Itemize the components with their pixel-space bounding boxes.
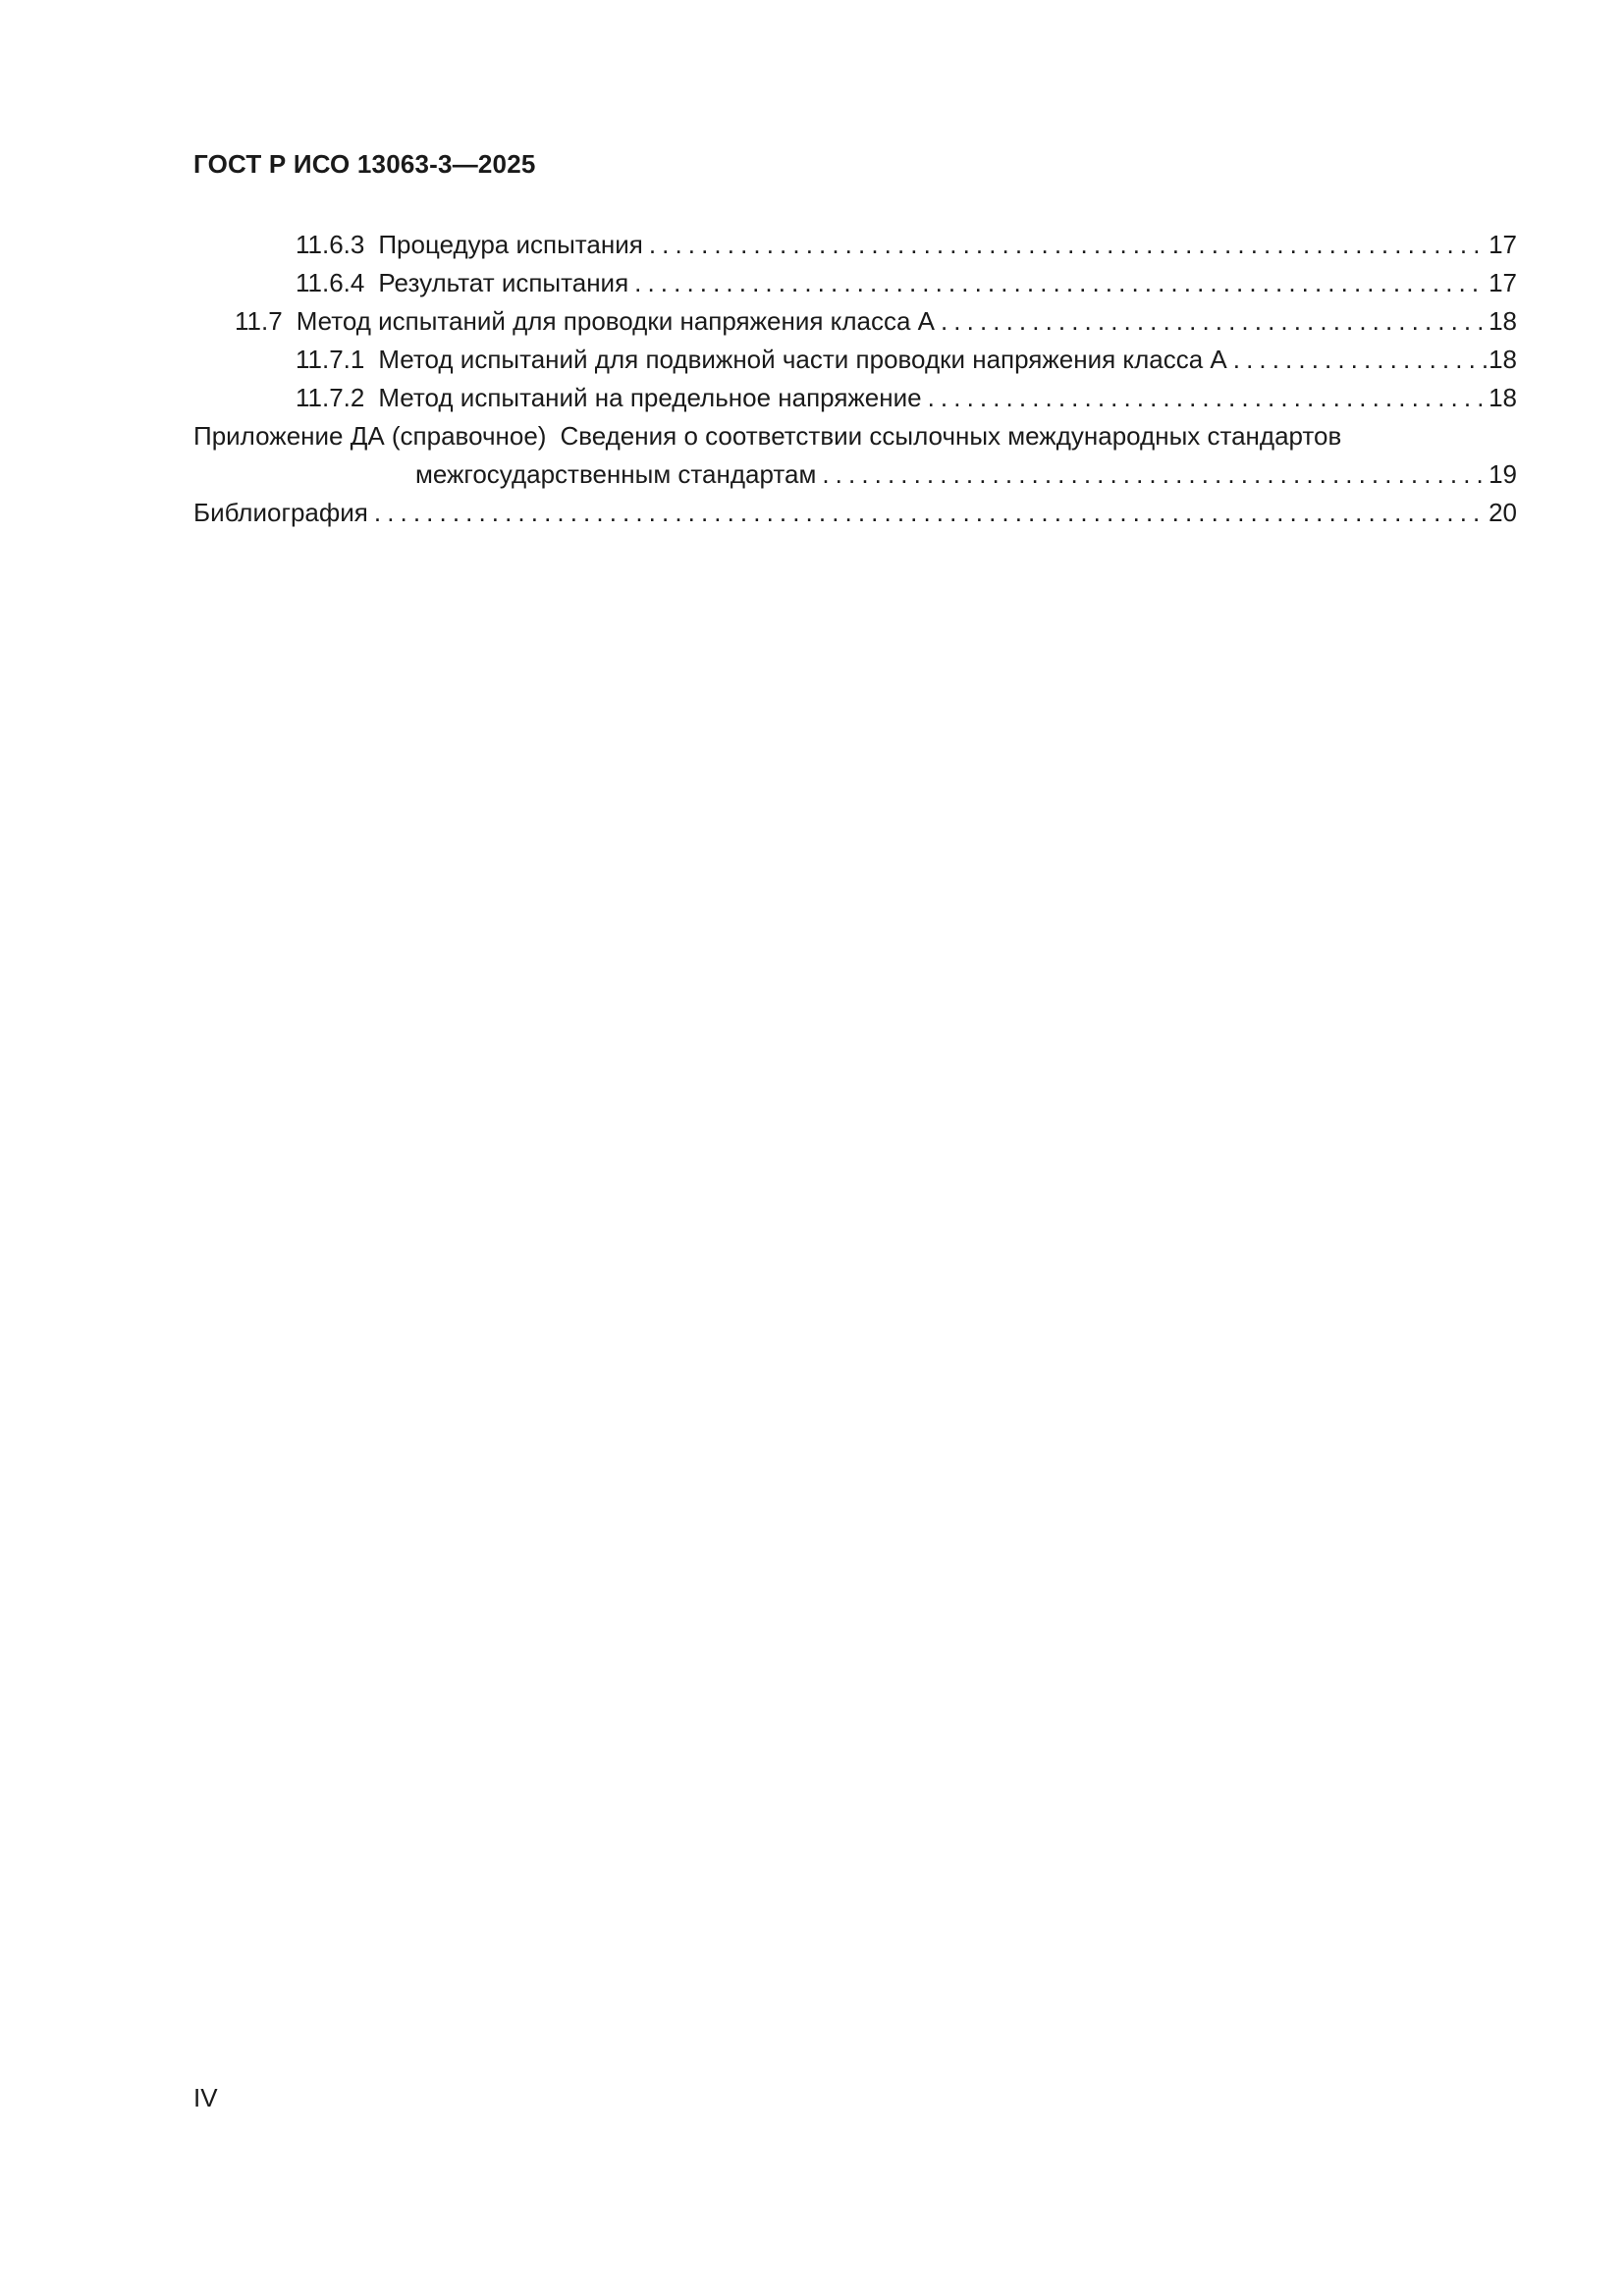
- dot-leader: [941, 302, 1487, 341]
- toc-entry-title: Процедура испытания: [378, 230, 643, 259]
- toc-entry-page: 18: [1489, 383, 1517, 412]
- toc-entry-title: Библиография: [193, 498, 368, 527]
- toc-entry-number: 11.7: [235, 306, 283, 336]
- table-of-contents: [193, 226, 1517, 532]
- toc-entry-bibliography[interactable]: [193, 494, 1517, 532]
- toc-entry-number: 11.6.3: [296, 230, 365, 259]
- document-code: ГОСТ Р ИСО 13063-3—2025: [193, 149, 536, 179]
- toc-entry-number: 11.6.4: [296, 268, 365, 297]
- toc-entry-title: Результат испытания: [378, 268, 629, 297]
- dot-leader: [928, 379, 1487, 417]
- toc-entry-11-7-1[interactable]: [193, 341, 1517, 379]
- toc-entry-page: 17: [1489, 230, 1517, 259]
- dot-leader: [634, 264, 1487, 302]
- toc-entry-page: 18: [1489, 306, 1517, 336]
- dot-leader: [374, 494, 1487, 532]
- toc-entry-11-6-4[interactable]: [193, 264, 1517, 302]
- toc-entry-title: Метод испытаний для проводки напряжения класса A: [296, 306, 935, 336]
- toc-entry-title: Метод испытаний на предельное напряжение: [378, 383, 922, 412]
- toc-entry-title-continued: межгосударственным стандартам: [415, 459, 817, 489]
- dot-leader: [1233, 341, 1487, 379]
- toc-entry-number: 11.7.1: [296, 345, 365, 374]
- toc-entry-11-7[interactable]: [193, 302, 1517, 341]
- page-number: IV: [193, 2083, 218, 2112]
- toc-entry-11-7-2[interactable]: [193, 379, 1517, 417]
- toc-entry-prefix: Приложение ДА (справочное): [193, 421, 547, 451]
- toc-entry-appendix-da-continued[interactable]: [193, 455, 1517, 494]
- toc-entry-page: 18: [1489, 345, 1517, 374]
- dot-leader: [649, 226, 1487, 264]
- toc-entry-11-6-3[interactable]: [193, 226, 1517, 264]
- toc-entry-page: 17: [1489, 268, 1517, 297]
- toc-entry-page: 19: [1489, 459, 1517, 489]
- toc-entry-appendix-da[interactable]: [193, 417, 1517, 455]
- toc-entry-title: Сведения о соответствии ссылочных международных стандартов: [560, 421, 1342, 451]
- toc-entry-number: 11.7.2: [296, 383, 365, 412]
- toc-entry-page: 20: [1489, 498, 1517, 527]
- dot-leader: [822, 455, 1487, 494]
- toc-entry-title: Метод испытаний для подвижной части проводки напряжения класса А: [378, 345, 1227, 374]
